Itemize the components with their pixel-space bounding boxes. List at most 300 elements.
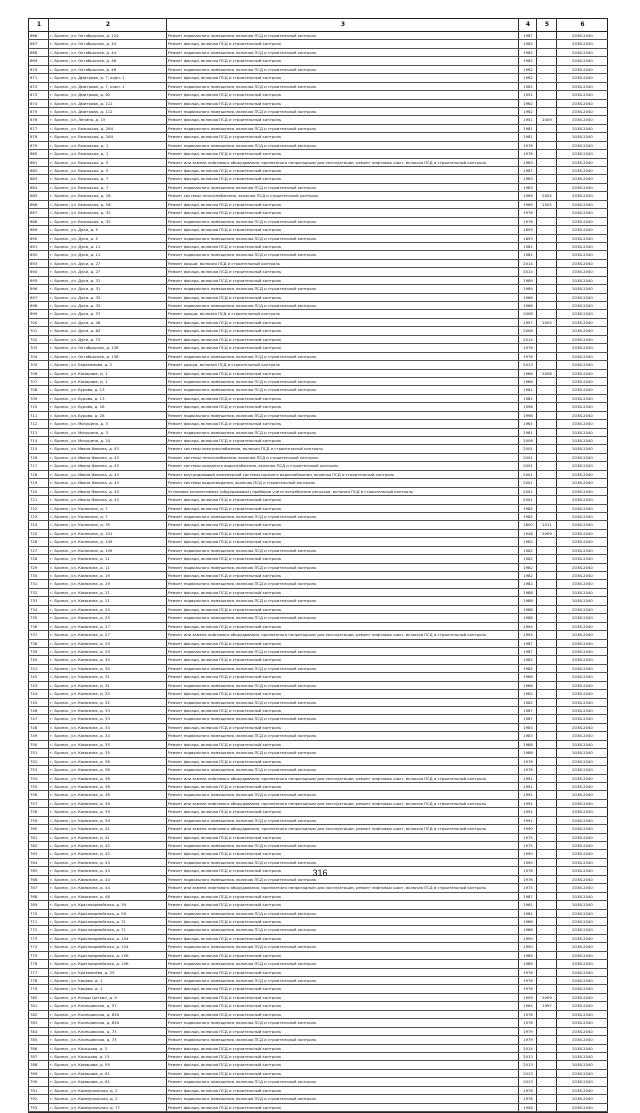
table-cell: 1986 bbox=[518, 926, 536, 933]
table-cell: г. Брянск, ул. Ивана Фокина, д. 43 bbox=[48, 488, 166, 495]
table-cell bbox=[536, 926, 556, 933]
table-row bbox=[28, 623, 608, 631]
table-row bbox=[28, 420, 608, 428]
table-cell: 790 bbox=[28, 1078, 48, 1085]
table-cell bbox=[536, 175, 556, 182]
table-cell bbox=[536, 943, 556, 950]
table-cell: 2038-2040 bbox=[556, 766, 608, 773]
repair-schedule-table bbox=[28, 18, 608, 1113]
table-cell: 2006 bbox=[518, 327, 536, 334]
table-cell bbox=[536, 555, 556, 562]
table-cell: г. Брянск, ул. Дуки, д. 33 bbox=[48, 302, 166, 309]
table-cell bbox=[536, 732, 556, 739]
table-cell: г. Брянск, ул. Бежицкая, д. 1 bbox=[48, 150, 166, 157]
table-cell: 695 bbox=[28, 277, 48, 284]
table-cell: Ремонт или замена лифтового оборудования, признанного непригодным для эксплуатации, ремонт лифтовых шахт, включая ПСД и строительный контроль bbox=[166, 775, 518, 782]
table-row bbox=[28, 454, 608, 462]
table-cell: Ремонт фасада, включая ПСД и строительный контроль bbox=[166, 969, 518, 976]
table-cell: Ремонт подвального помещения, включая ПСД и строительный контроль bbox=[166, 665, 518, 672]
table-cell: 786 bbox=[28, 1045, 48, 1052]
table-cell: 1982 bbox=[518, 538, 536, 545]
table-row bbox=[28, 1070, 608, 1078]
table-cell: 1976 bbox=[518, 209, 536, 216]
table-cell: 1987 bbox=[518, 715, 536, 722]
table-row bbox=[28, 665, 608, 673]
table-row bbox=[28, 1028, 608, 1036]
table-cell: 1948 bbox=[518, 530, 536, 537]
table-cell: г. Брянск, ул. Красноармейская, д. 106 bbox=[48, 960, 166, 967]
table-row bbox=[28, 969, 608, 977]
table-cell: 1982 bbox=[518, 547, 536, 554]
table-row bbox=[28, 901, 608, 909]
table-cell: г. Брянск, ул. Дуки, д. 31 bbox=[48, 277, 166, 284]
table-cell: г. Брянск, ул. Клинцовская, д. 63А bbox=[48, 1011, 166, 1018]
table-cell: г. Брянск, ул. Камозина, д. 30 bbox=[48, 665, 166, 672]
table-cell: г. Брянск, ул. Дуки, д. 62 bbox=[48, 327, 166, 334]
table-cell: 759 bbox=[28, 817, 48, 824]
table-cell: 2038-2040 bbox=[556, 758, 608, 765]
table-cell: 2038-2040 bbox=[556, 530, 608, 537]
table-cell bbox=[536, 724, 556, 731]
table-cell bbox=[536, 353, 556, 360]
table-cell: 1982 bbox=[518, 656, 536, 663]
table-row bbox=[28, 285, 608, 293]
table-cell: 2038-2040 bbox=[556, 715, 608, 722]
table-cell: г. Брянск, ул. Октябрьская, д. 138 bbox=[48, 353, 166, 360]
table-cell: 685 bbox=[28, 192, 48, 199]
table-cell: г. Брянск, ул. Камозина, д. 38 bbox=[48, 775, 166, 782]
table-cell bbox=[536, 184, 556, 191]
table-cell: 1990 bbox=[518, 859, 536, 866]
table-cell: 1982 bbox=[518, 572, 536, 579]
table-cell: 732 bbox=[28, 589, 48, 596]
table-cell: 2038-2040 bbox=[556, 893, 608, 900]
header-cell-2: 2 bbox=[48, 19, 166, 31]
table-cell: Ремонт подвального помещения, включая ПСД и строительный контроль bbox=[166, 876, 518, 883]
table-cell: 2038-2040 bbox=[556, 336, 608, 343]
table-cell: г. Брянск, ул. Калинина, д. 101 bbox=[48, 530, 166, 537]
table-cell: 680 bbox=[28, 150, 48, 157]
table-row bbox=[28, 83, 608, 91]
table-cell: г. Брянск, ул. Красноармейская, д. 104 bbox=[48, 935, 166, 942]
table-cell: г. Брянск, ул. Красноармейская, д. 59 bbox=[48, 901, 166, 908]
table-cell: г. Брянск, ул. Дмитрова, д. 62 bbox=[48, 91, 166, 98]
table-cell: 669 bbox=[28, 57, 48, 64]
table-row bbox=[28, 260, 608, 268]
table-cell: 1966 bbox=[518, 302, 536, 309]
table-cell: г. Брянск, ул. Комарова, д. 1 bbox=[48, 370, 166, 377]
table-cell bbox=[536, 850, 556, 857]
table-cell: 723 bbox=[28, 513, 48, 520]
table-cell: 697 bbox=[28, 294, 48, 301]
table-cell: г. Брянск, ул. Ленина, д. 15 bbox=[48, 116, 166, 123]
table-cell: г. Брянск, ул. Кольцова, д. 3 bbox=[48, 1045, 166, 1052]
table-cell: 739 bbox=[28, 648, 48, 655]
table-cell: Ремонт фасада, включая ПСД и строительный контроль bbox=[166, 1053, 518, 1060]
table-cell: Ремонт подвального помещения, включая ПСД и строительный контроль bbox=[166, 429, 518, 436]
table-cell: 1982 bbox=[518, 580, 536, 587]
table-cell bbox=[536, 437, 556, 444]
table-cell: 762 bbox=[28, 842, 48, 849]
table-cell: г. Брянск, ул. Комарова, д. 61 bbox=[48, 1078, 166, 1085]
table-cell: 694 bbox=[28, 268, 48, 275]
table-cell: 2038-2040 bbox=[556, 1095, 608, 1102]
table-cell: Ремонт фасада, включая ПСД и строительный контроль bbox=[166, 935, 518, 942]
table-cell bbox=[536, 488, 556, 495]
table-cell: 755 bbox=[28, 783, 48, 790]
table-cell bbox=[536, 235, 556, 242]
table-cell: 711 bbox=[28, 412, 48, 419]
table-cell: 1986 bbox=[518, 673, 536, 680]
table-row bbox=[28, 952, 608, 960]
table-cell: 1988 bbox=[518, 597, 536, 604]
table-cell: г. Брянск, ул. Камозина, д. 29 bbox=[48, 648, 166, 655]
table-cell: 1958 bbox=[518, 1104, 536, 1111]
table-cell: Ремонт фасада, включая ПСД и строительный контроль bbox=[166, 403, 518, 410]
table-cell: 1982 bbox=[518, 513, 536, 520]
table-cell: 785 bbox=[28, 1036, 48, 1043]
table-row bbox=[28, 201, 608, 209]
table-cell bbox=[536, 378, 556, 385]
table-cell: г. Брянск, ул. Комарова, д. 1 bbox=[48, 378, 166, 385]
table-cell: 2038-2040 bbox=[556, 302, 608, 309]
table-row bbox=[28, 395, 608, 403]
table-cell: 709 bbox=[28, 395, 48, 402]
table-cell: 1976 bbox=[518, 218, 536, 225]
table-cell: 2014 bbox=[518, 336, 536, 343]
table-cell: 1991 bbox=[518, 800, 536, 807]
table-cell: 1982 bbox=[518, 699, 536, 706]
table-cell bbox=[536, 623, 556, 630]
table-cell: Ремонт системы теплоснабжения, включая ПСД и строительный контроль bbox=[166, 192, 518, 199]
table-row bbox=[28, 977, 608, 985]
table-cell: 2038-2040 bbox=[556, 884, 608, 891]
table-row bbox=[28, 825, 608, 833]
table-row bbox=[28, 488, 608, 496]
table-cell: Ремонт фасада, включая ПСД и строительный контроль bbox=[166, 1061, 518, 1068]
table-cell: 2038-2040 bbox=[556, 150, 608, 157]
table-cell bbox=[536, 294, 556, 301]
table-cell bbox=[536, 783, 556, 790]
table-cell bbox=[536, 159, 556, 166]
table-row bbox=[28, 32, 608, 40]
table-cell: г. Брянск, ул. Ивана Фокина, д. 43 bbox=[48, 454, 166, 461]
table-cell: 765 bbox=[28, 867, 48, 874]
table-cell: 2011 bbox=[536, 521, 556, 528]
table-cell: 1979 bbox=[518, 1028, 536, 1035]
table-cell: 2038-2040 bbox=[556, 133, 608, 140]
table-cell: 751 bbox=[28, 749, 48, 756]
table-cell: 783 bbox=[28, 1019, 48, 1026]
table-cell: 1976 bbox=[518, 876, 536, 883]
table-cell: Ремонт фасада, включая ПСД и строительный контроль bbox=[166, 589, 518, 596]
table-cell: Ремонт или замена лифтового оборудования, признанного непригодным для эксплуатации, ремонт лифтовых шахт, включая ПСД и строительный контроль bbox=[166, 800, 518, 807]
table-cell bbox=[536, 513, 556, 520]
table-cell: Ремонт фасада, включая ПСД и строительный контроль bbox=[166, 606, 518, 613]
table-cell: 1961 bbox=[518, 910, 536, 917]
table-cell: 2038-2040 bbox=[556, 1036, 608, 1043]
table-row bbox=[28, 268, 608, 276]
table-row bbox=[28, 741, 608, 749]
table-row bbox=[28, 572, 608, 580]
table-cell: 1893 bbox=[518, 226, 536, 233]
table-cell bbox=[536, 32, 556, 39]
table-cell: 2038-2040 bbox=[556, 513, 608, 520]
table-cell bbox=[536, 1045, 556, 1052]
table-cell bbox=[536, 243, 556, 250]
table-cell: 2038-2040 bbox=[556, 623, 608, 630]
table-cell bbox=[536, 40, 556, 47]
table-cell: Ремонт фасада, включая ПСД и строительный контроль bbox=[166, 505, 518, 512]
table-cell: 670 bbox=[28, 66, 48, 73]
table-cell: 2038-2040 bbox=[556, 1078, 608, 1085]
table-cell: 2038-2040 bbox=[556, 327, 608, 334]
table-cell: г. Брянск, ул. Калинина, д. 7 bbox=[48, 513, 166, 520]
table-cell bbox=[536, 386, 556, 393]
table-cell: Ремонт фасада, включая ПСД и строительный контроль bbox=[166, 1028, 518, 1035]
table-cell: 1966 bbox=[518, 294, 536, 301]
table-row bbox=[28, 699, 608, 707]
table-cell: 2038-2040 bbox=[556, 825, 608, 832]
table-row bbox=[28, 640, 608, 648]
table-cell: 782 bbox=[28, 1011, 48, 1018]
table-row bbox=[28, 192, 608, 200]
table-cell bbox=[536, 614, 556, 621]
table-cell: 1975 bbox=[518, 834, 536, 841]
table-cell: 699 bbox=[28, 310, 48, 317]
table-row bbox=[28, 817, 608, 825]
table-cell: 2038-2040 bbox=[556, 749, 608, 756]
table-cell: г. Брянск, ул. Дмитрова, д. 7, корп. 1 bbox=[48, 83, 166, 90]
table-cell: 2014 bbox=[518, 1045, 536, 1052]
table-row bbox=[28, 724, 608, 732]
table-cell: Ремонт фасада, включая ПСД и строительный контроль bbox=[166, 741, 518, 748]
header-cell-3: 3 bbox=[166, 19, 518, 31]
table-row bbox=[28, 429, 608, 437]
table-cell: г. Брянск, ул. Камозина, д. 31 bbox=[48, 673, 166, 680]
table-cell: 2038-2040 bbox=[556, 555, 608, 562]
table-cell: Ремонт фасада, включая ПСД и строительный контроль bbox=[166, 901, 518, 908]
table-cell: 2038-2040 bbox=[556, 589, 608, 596]
table-cell bbox=[536, 1078, 556, 1085]
table-cell bbox=[536, 336, 556, 343]
table-cell: Ремонт подвального помещения, включая ПСД и строительный контроль bbox=[166, 791, 518, 798]
table-row bbox=[28, 1104, 608, 1112]
table-cell bbox=[536, 150, 556, 157]
table-row bbox=[28, 758, 608, 766]
table-cell: 2038-2040 bbox=[556, 378, 608, 385]
table-cell: 1957 bbox=[518, 319, 536, 326]
table-cell bbox=[536, 1087, 556, 1094]
table-cell: 2038-2040 bbox=[556, 471, 608, 478]
table-cell: 2038-2040 bbox=[556, 285, 608, 292]
table-cell bbox=[536, 1053, 556, 1060]
table-row bbox=[28, 656, 608, 664]
table-cell: 1962 bbox=[518, 49, 536, 56]
table-cell: г. Брянск, ул. Дуки, д. 37 bbox=[48, 310, 166, 317]
table-cell: г. Брянск, ул. Камозина, д. 41 bbox=[48, 834, 166, 841]
table-cell: 2038-2040 bbox=[556, 49, 608, 56]
table-cell: 696 bbox=[28, 285, 48, 292]
table-cell: 725 bbox=[28, 530, 48, 537]
table-row bbox=[28, 842, 608, 850]
table-row bbox=[28, 91, 608, 99]
table-row bbox=[28, 133, 608, 141]
table-cell: 2038-2040 bbox=[556, 488, 608, 495]
table-row bbox=[28, 57, 608, 65]
table-cell: Ремонт фасада, включая ПСД и строительный контроль bbox=[166, 344, 518, 351]
table-cell: 666 bbox=[28, 32, 48, 39]
table-cell: 1951 bbox=[518, 91, 536, 98]
table-cell: Ремонт фасада, включая ПСД и строительный контроль bbox=[166, 623, 518, 630]
table-cell bbox=[536, 656, 556, 663]
table-cell: 1962 bbox=[518, 100, 536, 107]
table-cell: 2013 bbox=[518, 1061, 536, 1068]
table-cell: г. Брянск, ул. Коммунальная, д. 77 bbox=[48, 1104, 166, 1111]
table-cell: 693 bbox=[28, 260, 48, 267]
table-row bbox=[28, 243, 608, 251]
table-cell: 2038-2040 bbox=[556, 1011, 608, 1018]
table-cell: 2038-2040 bbox=[556, 277, 608, 284]
table-row bbox=[28, 142, 608, 150]
table-cell: г. Брянск, ул. Коммунальная, д. 2 bbox=[48, 1087, 166, 1094]
table-cell: 692 bbox=[28, 251, 48, 258]
table-row bbox=[28, 834, 608, 842]
table-cell: 791 bbox=[28, 1087, 48, 1094]
table-cell: 1991 bbox=[518, 808, 536, 815]
table-cell bbox=[536, 606, 556, 613]
table-cell: г. Брянск, ул. Клинцовская, д. 63А bbox=[48, 1019, 166, 1026]
table-cell: Ремонт подвального помещения, включая ПСД и строительный контроль bbox=[166, 235, 518, 242]
table-cell: г. Брянск, ул. Евдокимова, д. 2 bbox=[48, 361, 166, 368]
table-cell: 1975 bbox=[518, 884, 536, 891]
table-cell: 2038-2040 bbox=[556, 926, 608, 933]
table-cell: 2009 bbox=[536, 994, 556, 1001]
table-cell: 761 bbox=[28, 834, 48, 841]
table-cell: г. Брянск, ул. Калинина, д. 109 bbox=[48, 547, 166, 554]
table-cell bbox=[536, 57, 556, 64]
table-cell bbox=[536, 268, 556, 275]
table-row bbox=[28, 589, 608, 597]
table-cell: 2038-2040 bbox=[556, 1019, 608, 1026]
table-cell: Ремонт подвального помещения, включая ПСД и строительный контроль bbox=[166, 842, 518, 849]
table-cell: 789 bbox=[28, 1070, 48, 1077]
table-cell bbox=[536, 226, 556, 233]
table-cell: 724 bbox=[28, 521, 48, 528]
table-cell: 2038-2040 bbox=[556, 353, 608, 360]
table-row bbox=[28, 412, 608, 420]
table-cell: г. Брянск, ул. Камозина, д. 21 bbox=[48, 589, 166, 596]
table-cell: 767 bbox=[28, 884, 48, 891]
header-cell-5: 5 bbox=[536, 19, 556, 31]
table-cell: 1979 bbox=[518, 1036, 536, 1043]
table-cell: г. Брянск, ул. Камозина, д. 32 bbox=[48, 699, 166, 706]
table-cell bbox=[536, 985, 556, 992]
table-cell bbox=[536, 547, 556, 554]
table-row bbox=[28, 597, 608, 605]
table-cell bbox=[536, 910, 556, 917]
table-cell: г. Брянск, ул. Бежицкая, д. 5 bbox=[48, 167, 166, 174]
table-cell: Ремонт фасада, включая ПСД и строительный контроль bbox=[166, 530, 518, 537]
table-cell: г. Брянск, ул. Красноармейская, д. 71 bbox=[48, 926, 166, 933]
table-cell: Ремонт внутридомовой инженерной системы горячего водоснабжения, включая ПСД и строительный контроль bbox=[166, 471, 518, 478]
table-cell: г. Брянск, ул. Мичурина, д. 3 bbox=[48, 420, 166, 427]
table-cell: 736 bbox=[28, 623, 48, 630]
table-cell: 2038-2040 bbox=[556, 496, 608, 503]
table-cell: Ремонт подвального помещения, включая ПСД и строительный контроль bbox=[166, 386, 518, 393]
table-cell: г. Брянск, ул. Камозина, д. 42 bbox=[48, 850, 166, 857]
table-row bbox=[28, 606, 608, 614]
table-cell: 2038-2040 bbox=[556, 454, 608, 461]
table-cell: 2038-2040 bbox=[556, 901, 608, 908]
table-cell: 1988 bbox=[518, 741, 536, 748]
table-cell: 1962 bbox=[518, 108, 536, 115]
table-cell: г. Брянск, ул. Дуки, д. 5 bbox=[48, 235, 166, 242]
table-cell: 704 bbox=[28, 353, 48, 360]
table-cell: 2038-2040 bbox=[556, 74, 608, 81]
table-cell: 2038-2040 bbox=[556, 344, 608, 351]
table-cell: Ремонт подвального помещения, включая ПСД и строительный контроль bbox=[166, 49, 518, 56]
table-row bbox=[28, 108, 608, 116]
table-cell: г. Брянск, ул. Дмитрова, д. 7, корп. 1 bbox=[48, 74, 166, 81]
table-cell: 1981 bbox=[518, 395, 536, 402]
table-row bbox=[28, 850, 608, 858]
table-row bbox=[28, 707, 608, 715]
table-cell: 1975 bbox=[518, 842, 536, 849]
table-cell: Ремонт фасада, включая ПСД и строительный контроль bbox=[166, 277, 518, 284]
table-cell: г. Брянск, ул. Бурова, д. 28 bbox=[48, 412, 166, 419]
table-cell: 747 bbox=[28, 715, 48, 722]
table-cell bbox=[536, 91, 556, 98]
table-cell: 682 bbox=[28, 167, 48, 174]
table-cell: Ремонт подвального помещения, включая ПСД и строительный контроль bbox=[166, 699, 518, 706]
table-cell: Ремонт фасада, включая ПСД и строительный контроль bbox=[166, 783, 518, 790]
table-cell bbox=[536, 834, 556, 841]
table-cell: 2038-2040 bbox=[556, 437, 608, 444]
table-cell: г. Брянск, ул. Камозина, д. 11 bbox=[48, 555, 166, 562]
table-cell: г. Брянск, ул. Октябрьская, д. 46 bbox=[48, 66, 166, 73]
table-cell bbox=[536, 893, 556, 900]
table-cell: 2001 bbox=[518, 471, 536, 478]
table-cell: 1990 bbox=[518, 943, 536, 950]
table-cell: Ремонт фасада, включая ПСД и строительный контроль bbox=[166, 243, 518, 250]
table-row bbox=[28, 521, 608, 529]
table-row bbox=[28, 690, 608, 698]
table-cell bbox=[536, 429, 556, 436]
table-cell: Ремонт фасада, включая ПСД и строительный контроль bbox=[166, 538, 518, 545]
table-cell: 1988 bbox=[518, 589, 536, 596]
table-cell: г. Брянск, ул. Калинина, д. 35 bbox=[48, 521, 166, 528]
table-cell: 1983 bbox=[518, 732, 536, 739]
table-cell: г. Брянск, ул. Клинцовская, д. 73 bbox=[48, 1028, 166, 1035]
table-cell: 681 bbox=[28, 159, 48, 166]
table-cell: 737 bbox=[28, 631, 48, 638]
table-row bbox=[28, 538, 608, 546]
table-cell: 2002 bbox=[536, 201, 556, 208]
table-cell: Ремонт подвального помещения, включая ПСД и строительный контроль bbox=[166, 66, 518, 73]
table-cell: 1982 bbox=[518, 665, 536, 672]
table-cell bbox=[536, 420, 556, 427]
table-cell: г. Брянск, ул. Камозина, д. 39 bbox=[48, 817, 166, 824]
page-number: 316 bbox=[312, 868, 328, 878]
table-cell: г. Брянск, ул. Камозина, д. 43 bbox=[48, 867, 166, 874]
table-cell: г. Брянск, ул. Дуки, д. 11 bbox=[48, 251, 166, 258]
table-cell: 707 bbox=[28, 378, 48, 385]
table-row bbox=[28, 74, 608, 82]
table-cell: Ремонт подвального помещения, включая ПСД и строительный контроль bbox=[166, 926, 518, 933]
table-cell: 772 bbox=[28, 926, 48, 933]
table-cell: 2038-2040 bbox=[556, 699, 608, 706]
